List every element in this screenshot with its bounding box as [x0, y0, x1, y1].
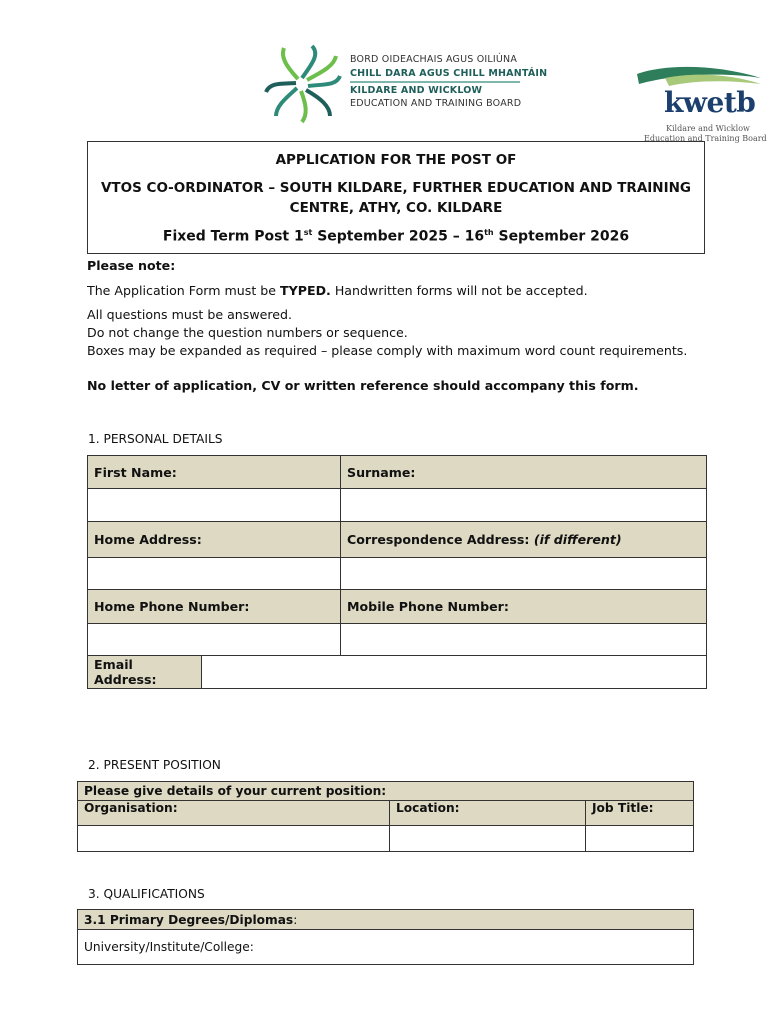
email-table [87, 655, 707, 689]
location-label: Location: [390, 801, 586, 826]
home-phone-label: Home Phone Number: [88, 590, 341, 624]
logo-line-english-counties: KILDARE AND WICKLOW [350, 85, 483, 96]
application-title-box [87, 141, 705, 254]
mobile-phone-field[interactable] [341, 624, 707, 656]
home-phone-field[interactable] [88, 624, 341, 656]
organisation-field[interactable] [78, 826, 390, 852]
email-label: Email Address: [88, 656, 202, 689]
present-position-heading: 2. PRESENT POSITION [88, 758, 221, 772]
personal-details-table [87, 455, 707, 656]
qualifications-heading: 3. QUALIFICATIONS [88, 887, 205, 901]
primary-degrees-heading: 3.1 Primary Degrees/Diplomas: [78, 910, 694, 930]
swirl-emblem-icon [262, 44, 342, 124]
kwetb-subtitle-1: Kildare and Wicklow [666, 124, 750, 133]
title-line-3: CENTRE, ATHY, CO. KILDARE [289, 200, 503, 216]
first-name-field[interactable] [88, 489, 341, 522]
note-no-cv: No letter of application, CV or written reference should accompany this form. [87, 378, 639, 393]
kwetb-subtitle-2: Education and Training Board [644, 134, 767, 143]
typed-note: The Application Form must be TYPED. Handwritten forms will not be accepted. [87, 283, 588, 298]
please-note-heading: Please note: [87, 258, 176, 273]
note-sequence: Do not change the question numbers or sequence. [87, 325, 408, 340]
correspondence-address-field[interactable] [341, 558, 707, 590]
kwetb-wordmark: kwetb [664, 86, 756, 119]
title-line-1: APPLICATION FOR THE POST OF [275, 152, 517, 168]
home-address-field[interactable] [88, 558, 341, 590]
surname-label: Surname: [341, 456, 707, 489]
title-line-2: VTOS CO-ORDINATOR – SOUTH KILDARE, FURTHER EDUCATION AND TRAINING [100, 180, 691, 196]
surname-field[interactable] [341, 489, 707, 522]
kwetb-logo [630, 64, 770, 146]
note-answer-all: All questions must be answered. [87, 307, 293, 322]
organisation-label: Organisation: [78, 801, 390, 826]
present-position-table [77, 781, 694, 852]
current-position-intro: Please give details of your current position: [78, 782, 694, 801]
first-name-label: First Name: [88, 456, 341, 489]
logo-line-irish: BORD OIDEACHAIS AGUS OILIÚNA [350, 54, 518, 65]
home-address-label: Home Address: [88, 522, 341, 558]
logo-divider [350, 81, 520, 83]
email-field[interactable] [202, 656, 707, 689]
qualifications-table [77, 909, 694, 965]
location-field[interactable] [390, 826, 586, 852]
personal-details-heading: 1. PERSONAL DETAILS [88, 432, 223, 446]
kwetb-bilingual-logo [262, 44, 548, 124]
post-dates: Fixed Term Post 1st September 2025 – 16th September 2026 [162, 228, 630, 245]
job-title-label: Job Title: [586, 801, 694, 826]
institution-field[interactable]: University/Institute/College: [78, 930, 694, 965]
correspondence-address-label: Correspondence Address: (if different) [341, 522, 707, 558]
logo-line-english-board: EDUCATION AND TRAINING BOARD [350, 98, 522, 109]
note-boxes: Boxes may be expanded as required – please comply with maximum word count requirements. [87, 343, 688, 358]
mobile-phone-label: Mobile Phone Number: [341, 590, 707, 624]
job-title-field[interactable] [586, 826, 694, 852]
logo-line-irish-counties: CHILL DARA AGUS CHILL MHANTÁIN [350, 68, 548, 79]
